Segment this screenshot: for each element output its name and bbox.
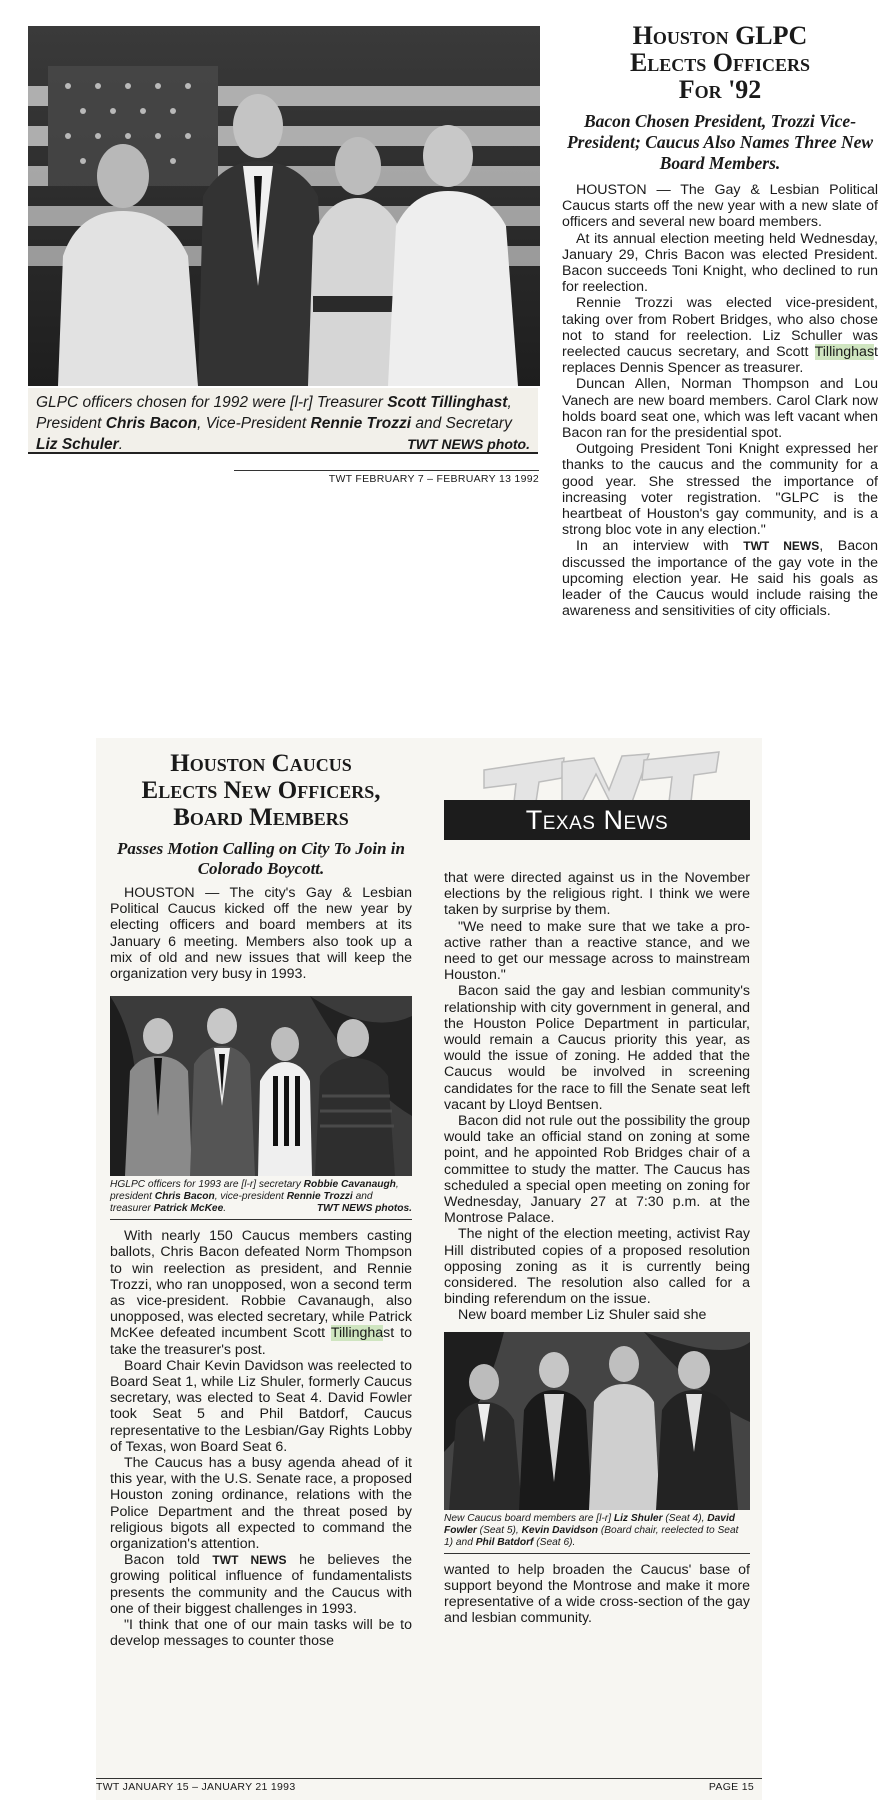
paragraph-text: he believes the growing political influence of fundamentalists presents the community and the Caucus with one of their biggest challenges in 1993. xyxy=(110,1552,412,1617)
right-column xyxy=(444,750,750,1627)
caption-text: , vice-president xyxy=(214,1191,287,1203)
caption-text: . xyxy=(118,436,123,453)
paragraph-text: , Bacon discussed the importance of the gay vote in the upcoming election year. He said his goals as leader of the Caucus would include raising the awareness and sensitivities of city officials. xyxy=(562,538,878,620)
paragraph: New board member Liz Shuler said she xyxy=(458,1307,707,1324)
deck: Bacon Chosen President, Trozzi Vice-President; Caucus Also Names Three New Board Members. xyxy=(566,111,874,173)
paragraph: Bacon did not rule out the possibility the group would take an official stand on zoning at some point, and he appointed Rob Bridges chair of a committee to study the matter. The Caucus has scheduled a special open meeting on zoning for Wednesday, January 27 at 7:30 p.m. at the Montrose Palace. xyxy=(444,1113,750,1227)
paragraph xyxy=(562,538,878,619)
paragraph-text: t replaces Dennis Spencer as treasurer. xyxy=(562,344,878,377)
caption-text: and treasurer xyxy=(110,1191,373,1215)
caption-text: (Seat 6). xyxy=(533,1536,576,1548)
caption-name: Chris Bacon xyxy=(154,1191,215,1203)
caption-name: Chris Bacon xyxy=(105,415,198,432)
paragraph-text: — The Gay & Lesbian Political Caucus starts off the new year with a new slate of officers and several new board members. xyxy=(562,182,878,231)
clipping-1993 xyxy=(96,738,762,1800)
caption-text: (Seat 4), xyxy=(662,1512,708,1524)
headline-line: Board Members xyxy=(173,804,349,831)
paragraph: wanted to help broaden the Caucus' base of support beyond the Montrose and make it more representative of a wide cross-section of the gay and lesbian community. xyxy=(444,1561,750,1627)
article-1992 xyxy=(562,22,878,619)
article-body-right xyxy=(444,870,750,1324)
headline-line: Houston Caucus xyxy=(170,750,352,777)
caption-name: Liz Schuler xyxy=(36,436,119,453)
paragraph: that were directed against us in the November elections by the religious right. I think we were taken by surprise by them. xyxy=(444,870,750,919)
caption-text: . xyxy=(223,1203,227,1215)
paragraph: At its annual election meeting held Wednesday, January 29, Chris Bacon was elected President. Bacon succeeds Toni Knight, who declined to run for reelection. xyxy=(562,230,878,296)
caption-name: Robbie Cavanaugh xyxy=(303,1179,396,1191)
highlighted-text: Tillinghas xyxy=(814,344,875,361)
paragraph xyxy=(562,295,878,376)
clipping-1992 xyxy=(24,8,876,738)
paragraph-text: Rennie Trozzi was elected vice-president, taking over from Robert Bridges, who also chose not to stand for reelection. Liz Schuller was reelected caucus secretary, and Scott xyxy=(562,295,878,361)
caption-text: (Board chair, reelected to Seat 1) and xyxy=(444,1524,739,1548)
headline-line: Houston GLPC xyxy=(632,21,808,50)
paragraph: The night of the election meeting, activist Ray Hill distributed copies of a proposed resolution opposing zoning as it is currently being considered. The resolution also called for a binding referendum on the issue. xyxy=(444,1226,750,1308)
article-closing xyxy=(444,1562,750,1627)
deck: Passes Motion Calling on City To Join in Colorado Boycott. xyxy=(117,839,405,878)
caption-text: , President xyxy=(36,394,512,432)
article-body-left xyxy=(110,1228,412,1649)
dateline-city: HOUSTON xyxy=(124,885,195,901)
page-footer xyxy=(96,1778,762,1793)
caption-name: Rennie Trozzi xyxy=(286,1191,353,1203)
paragraph: "We need to make sure that we take a pro-active rather than a reactive stance, and we need to get our message across to mainstream Houston." xyxy=(444,918,750,984)
publication-name: TWT NEWS xyxy=(212,1553,287,1568)
caption-text: New Caucus board members are [l-r] xyxy=(444,1512,614,1524)
highlighted-text: Tillingha xyxy=(330,1325,384,1342)
caption-name: David Fowler xyxy=(444,1512,736,1536)
photo-caption-1992 xyxy=(28,388,538,454)
officers-photo-1992 xyxy=(28,26,540,386)
caption-text: and Secretary xyxy=(411,415,512,432)
paragraph xyxy=(110,1552,412,1617)
caption-name: Kevin Davidson xyxy=(521,1524,599,1536)
publication-name: TWT NEWS xyxy=(743,539,820,554)
headline-line: Elects New Officers, xyxy=(141,777,381,804)
officers-photo-1993 xyxy=(110,996,412,1176)
paragraph xyxy=(110,1228,412,1358)
photo-caption-1993 xyxy=(110,1179,412,1220)
footer-date: TWT JANUARY 15 – JANUARY 21 1993 xyxy=(96,1781,296,1793)
paragraph-text: Bacon told xyxy=(124,1552,213,1569)
paragraph-text: In an interview with xyxy=(576,538,744,555)
caption-text: HGLPC officers for 1993 are [l-r] secretary xyxy=(110,1179,304,1191)
paragraph xyxy=(110,885,412,982)
paragraph xyxy=(562,182,878,231)
paragraph-text: — The city's Gay & Lesbian Political Caucus kicked off the new year by electing officers and board members at its January 6 meeting. Members also took up a mix of old and new issues that will keep the organization very busy in 1993. xyxy=(110,885,412,983)
dateline-1992: TWT FEBRUARY 7 – FEBRUARY 13 1992 xyxy=(234,470,539,485)
paragraph: "I think that one of our main tasks will be to develop messages to counter those xyxy=(110,1617,412,1650)
caption-name: Liz Shuler xyxy=(613,1512,663,1524)
article-lead xyxy=(110,885,412,982)
photo-caption-board xyxy=(444,1513,750,1554)
paragraph: Bacon said the gay and lesbian community's relationship with city government in general, and the Houston Police Department in particular, would remain a Caucus priority this year, as would the issue of zoning. He added that the Caucus would be involved in screening candidates for the race to fill the Senate seat left vacant by Lloyd Bentsen. xyxy=(444,983,750,1113)
caption-name: Patrick McKee xyxy=(153,1203,224,1215)
paragraph: Duncan Allen, Norman Thompson and Lou Vanech are new board members. Carol Clark now holds board seat one, which was left vacant when Bacon ran for the presidential spot. xyxy=(562,376,878,442)
board-members-photo xyxy=(444,1332,750,1510)
caption-name: Phil Batdorf xyxy=(475,1536,534,1548)
headline-line: Elects Officers xyxy=(629,48,811,77)
caption-name: Scott Tillinghast xyxy=(387,394,508,411)
photo-credit: TWT NEWS photo. xyxy=(407,436,530,452)
headline-line: For '92 xyxy=(678,75,762,104)
left-column xyxy=(110,750,412,1650)
texas-news-logo xyxy=(444,750,750,858)
paragraph-text: st to take the treasurer's post. xyxy=(110,1325,413,1358)
page-number: PAGE 15 xyxy=(708,1781,754,1793)
dateline-city: HOUSTON xyxy=(576,182,647,198)
headline xyxy=(110,750,412,831)
headline xyxy=(562,22,878,103)
caption-text: , president xyxy=(110,1179,399,1203)
paragraph: Board Chair Kevin Davidson was reelected to Board Seat 1, while Liz Shuler, formerly Caucus secretary, was elected to Seat 4. David Fowler took Seat 5 and Phil Batdorf, Caucus representative to the Lesbian/Gay Rights Lobby of Texas, won Board Seat 6. xyxy=(110,1357,412,1455)
article-body xyxy=(562,182,878,619)
caption-text: GLPC officers chosen for 1992 were [l-r] Treasurer xyxy=(36,394,388,411)
caption-text: (Seat 5), xyxy=(476,1524,522,1536)
paragraph-text: With nearly 150 Caucus members casting ballots, Chris Bacon defeated Norm Thompson to win reelection as president, and Rennie Trozzi, who ran unopposed, won a second term as vice-president. Robbie Cavanaugh, also unopposed, was elected secretary, while Patrick McKee defeated incumbent Scott xyxy=(110,1228,412,1342)
section-banner: Texas News xyxy=(444,800,750,840)
paragraph: The Caucus has a busy agenda ahead of it this year, with the U.S. Senate race, a proposed Houston zoning ordinance, relations with the Police Department and the threat posed by religious bigots all expected to command the organization's attention. xyxy=(110,1455,412,1553)
caption-name: Rennie Trozzi xyxy=(310,415,412,432)
photo-credit: TWT NEWS photos. xyxy=(316,1203,412,1215)
paragraph: Outgoing President Toni Knight expressed her thanks to the caucus and the community for a good year. She stressed the importance of increasing voter registration. "GLPC is the heartbeat of Houston's gay community, and is a strong bloc vote in any election." xyxy=(562,441,878,539)
caption-text: , Vice-President xyxy=(197,415,311,432)
